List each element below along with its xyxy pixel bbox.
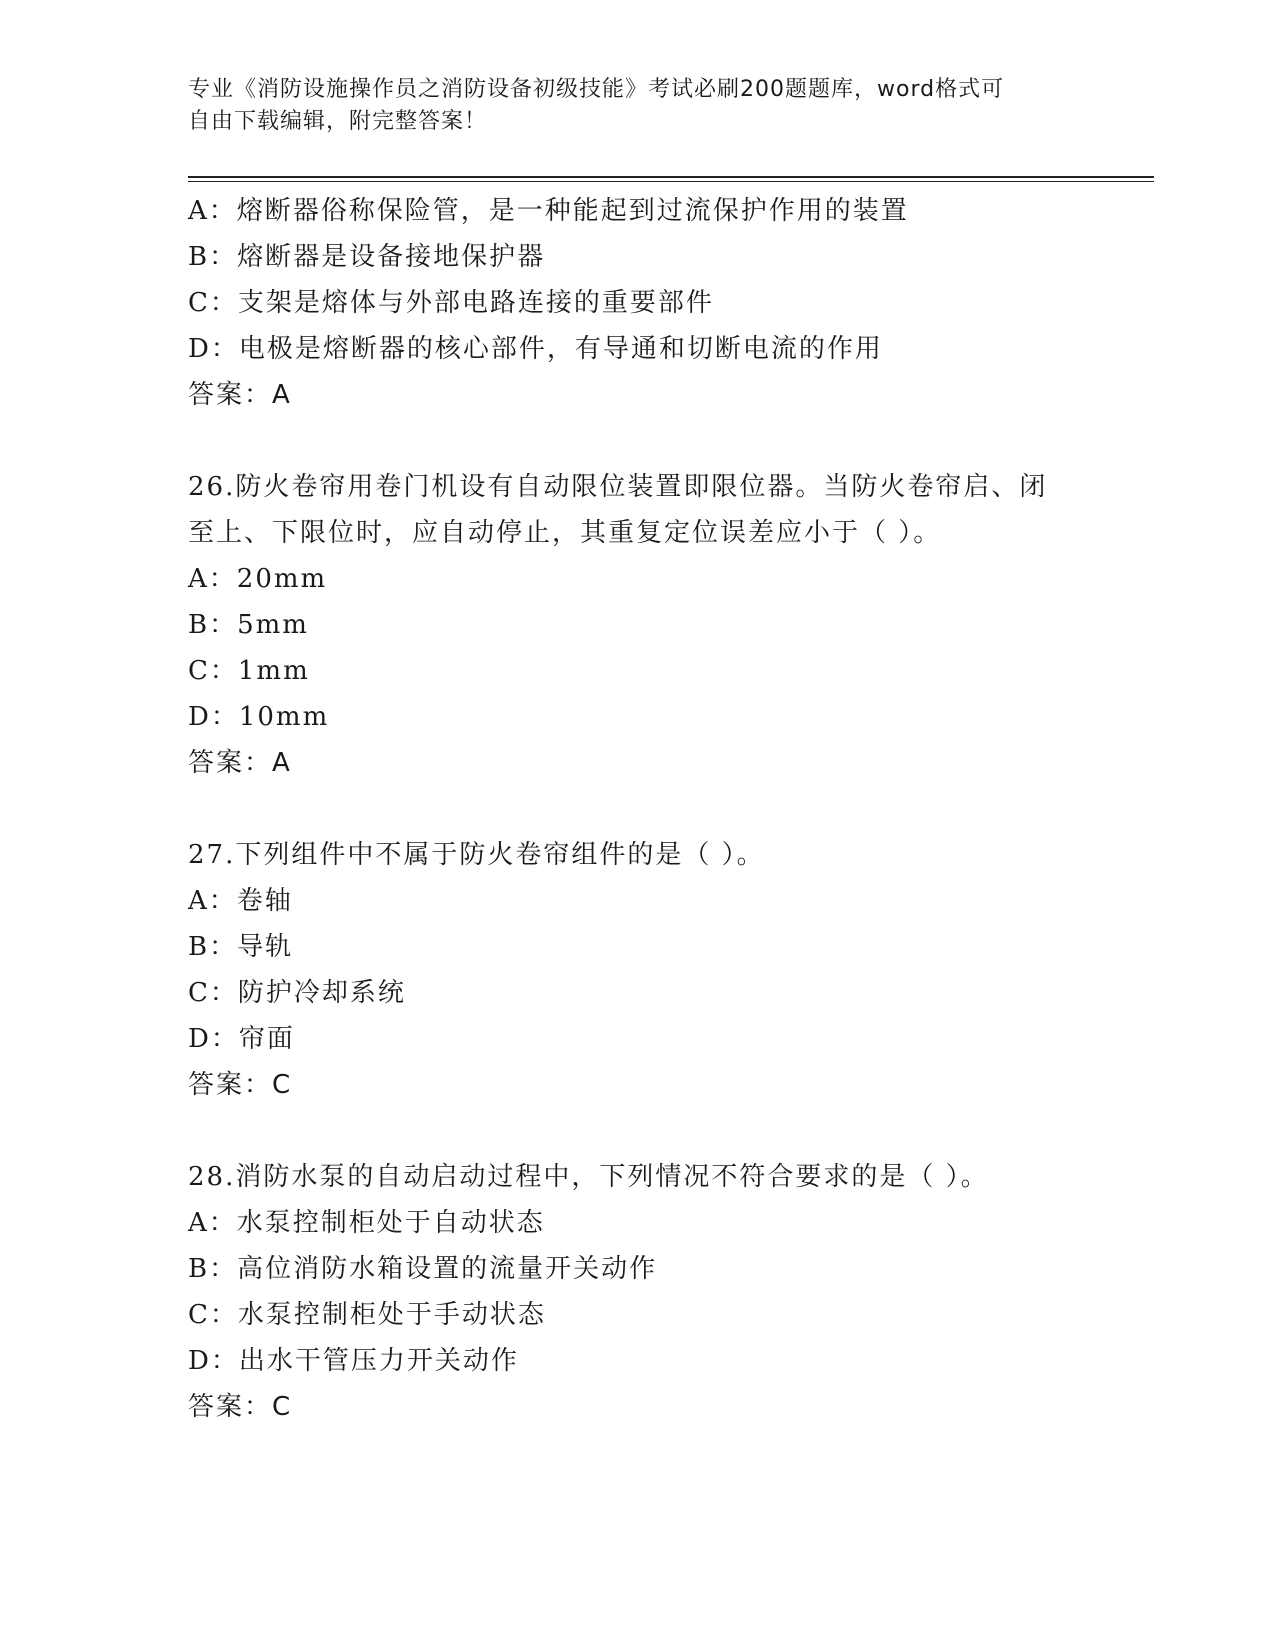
question-list: [188, 188, 1138, 1430]
option-a: A：卷轴: [188, 886, 293, 916]
option-d: D：出水干管压力开关动作: [188, 1346, 519, 1376]
question-stem: 27.下列组件中不属于防火卷帘组件的是（ ）。: [188, 840, 765, 870]
option-b: B：高位消防水箱设置的流量开关动作: [188, 1254, 658, 1284]
option-b: B：导轨: [188, 932, 294, 962]
document-header: [188, 74, 1068, 138]
option-c: C：1mm: [188, 656, 310, 686]
question-25-block: [188, 188, 1138, 418]
answer-line: 答案：A: [188, 748, 292, 778]
option-c: C：支架是熔体与外部电路连接的重要部件: [188, 288, 714, 318]
option-d: D：帘面: [188, 1024, 295, 1054]
option-a: A：20mm: [188, 564, 328, 594]
option-c: C：水泵控制柜处于手动状态: [188, 1300, 546, 1330]
question-stem: 26.防火卷帘用卷门机设有自动限位装置即限位器。当防火卷帘启、闭: [188, 472, 1048, 502]
header-line-1: 专业《消防设施操作员之消防设备初级技能》考试必刷200题题库，word格式可: [188, 77, 1005, 102]
option-b: B：5mm: [188, 610, 309, 640]
question-26-block: [188, 464, 1138, 786]
question-28-block: [188, 1154, 1138, 1430]
question-27-block: [188, 832, 1138, 1108]
option-b: B：熔断器是设备接地保护器: [188, 242, 546, 272]
answer-line: 答案：A: [188, 380, 292, 410]
option-d: D：10mm: [188, 702, 330, 732]
question-stem: 28.消防水泵的自动启动过程中，下列情况不符合要求的是（ ）。: [188, 1162, 989, 1192]
header-divider-thick: [188, 176, 1154, 178]
option-a: A：水泵控制柜处于自动状态: [188, 1208, 545, 1238]
answer-line: 答案：C: [188, 1392, 293, 1422]
option-c: C：防护冷却系统: [188, 978, 406, 1008]
option-d: D：电极是熔断器的核心部件，有导通和切断电流的作用: [188, 334, 883, 364]
answer-line: 答案：C: [188, 1070, 293, 1100]
question-stem-continued: 至上、下限位时，应自动停止，其重复定位误差应小于（ ）。: [188, 518, 942, 548]
header-divider-thin: [188, 181, 1154, 182]
header-line-2: 自由下载编辑，附完整答案！: [188, 109, 488, 134]
option-a: A：熔断器俗称保险管，是一种能起到过流保护作用的装置: [188, 196, 909, 226]
